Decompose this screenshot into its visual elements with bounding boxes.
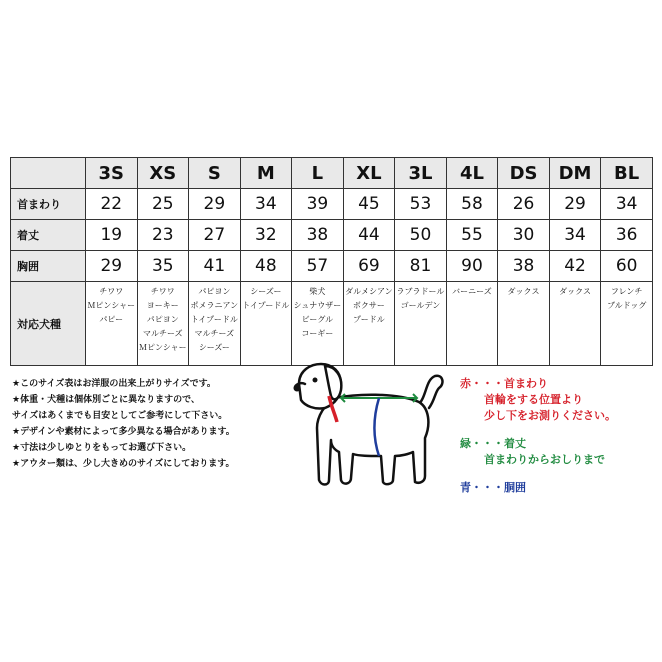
breed-name: シュナウザー: [293, 301, 342, 310]
note-line: ★寸法は少しゆとりをもってお選び下さい。: [12, 443, 192, 453]
legend-red-line: 少し下をお測りください。: [484, 409, 616, 422]
table-cell: 19: [86, 220, 138, 251]
table-cell: 60: [601, 251, 653, 282]
table-cell: 55: [446, 220, 498, 251]
legend-green-head: 緑・・・着丈: [460, 437, 526, 450]
table-cell: 36: [601, 220, 653, 251]
table-cell: 22: [86, 189, 138, 220]
table-cell: 25: [137, 189, 189, 220]
size-header-cell: DS: [498, 158, 550, 189]
note-line: ★このサイズ表はお洋服の出来上がりサイズです。: [12, 379, 216, 389]
breed-name: ダックス: [559, 287, 591, 296]
breed-name: パピヨン: [146, 315, 179, 324]
table-cell: 45: [343, 189, 395, 220]
breed-cell: [601, 282, 653, 366]
breed-name: シーズー: [250, 287, 282, 296]
header-corner-cell: [11, 158, 86, 189]
table-row-neck: [11, 189, 653, 220]
breed-name: ボクサー: [352, 301, 385, 310]
note-line: ★アウター類は、少し大きめのサイズにしております。: [12, 459, 235, 469]
table-cell: 38: [498, 251, 550, 282]
dog-icon: [285, 358, 465, 498]
size-header-row: [11, 158, 653, 189]
breed-name: フレンチ: [610, 287, 643, 296]
breed-name: 柴犬: [309, 287, 326, 296]
breed-name: Ｍピンシャー: [138, 343, 187, 352]
size-header-cell: BL: [601, 158, 653, 189]
table-cell: 34: [601, 189, 653, 220]
breed-name: シーズー: [198, 343, 230, 352]
size-header-cell: L: [292, 158, 344, 189]
table-cell: 81: [395, 251, 447, 282]
breed-name: チワワ: [150, 287, 175, 296]
table-cell: 42: [549, 251, 601, 282]
breed-cell: [549, 282, 601, 366]
size-header-cell: DM: [549, 158, 601, 189]
breed-cell: [189, 282, 241, 366]
table-cell: 48: [240, 251, 292, 282]
table-cell: 38: [292, 220, 344, 251]
breed-cell: [292, 282, 344, 366]
legend-red-head: 赤・・・首まわり: [460, 377, 548, 390]
breed-name: Ｍピンシャー: [87, 301, 136, 310]
breed-name: ラブラドール: [396, 287, 445, 296]
breed-cell: [395, 282, 447, 366]
table-cell: 58: [446, 189, 498, 220]
breed-name: トイプードル: [190, 315, 238, 324]
breed-cell: [240, 282, 292, 366]
measurement-legend: [460, 376, 655, 496]
note-line: ★体重・犬種は個体別ごとに異なりますので、: [12, 395, 200, 405]
table-cell: 29: [86, 251, 138, 282]
size-header-cell: M: [240, 158, 292, 189]
note-line: サイズはあくまでも目安としてご参考にして下さい。: [12, 411, 228, 421]
legend-red-line: 首輪をする位置より: [484, 393, 583, 406]
table-row-length: [11, 220, 653, 251]
breed-name: マルチーズ: [194, 329, 235, 338]
size-header-cell: 3L: [395, 158, 447, 189]
row-label: 対応犬種: [11, 282, 86, 366]
size-header-cell: 3S: [86, 158, 138, 189]
breed-name: パピー: [99, 315, 124, 324]
size-chart-table: [10, 157, 653, 366]
size-header-cell: XS: [137, 158, 189, 189]
table-cell: 27: [189, 220, 241, 251]
table-cell: 23: [137, 220, 189, 251]
table-cell: 69: [343, 251, 395, 282]
breed-name: ポメラニアン: [190, 301, 239, 310]
legend-blue-head: 青・・・胴囲: [460, 481, 526, 494]
table-cell: 26: [498, 189, 550, 220]
breed-name: ダルメシアン: [345, 287, 393, 296]
dog-measurement-illustration: [285, 358, 465, 498]
table-row-breeds: [11, 282, 653, 366]
table-cell: 30: [498, 220, 550, 251]
size-header-cell: S: [189, 158, 241, 189]
legend-green-line: 首まわりからおしりまで: [484, 453, 605, 466]
table-cell: 44: [343, 220, 395, 251]
row-label: 首まわり: [11, 189, 86, 220]
breed-cell: [343, 282, 395, 366]
breed-name: ダックス: [507, 287, 540, 296]
breed-name: ゴールデン: [400, 301, 441, 310]
breed-cell: [446, 282, 498, 366]
note-line: ★デザインや素材によって多少異なる場合があります。: [12, 427, 235, 437]
table-cell: 50: [395, 220, 447, 251]
breed-cell: [137, 282, 189, 366]
table-cell: 34: [240, 189, 292, 220]
table-cell: 90: [446, 251, 498, 282]
breed-name: トイプードル: [242, 301, 290, 310]
table-cell: 34: [549, 220, 601, 251]
breed-name: ブルドッグ: [606, 301, 647, 310]
breed-name: マルチーズ: [142, 329, 183, 338]
table-row-chest: [11, 251, 653, 282]
table-cell: 32: [240, 220, 292, 251]
breed-name: パピヨン: [198, 287, 231, 296]
table-cell: 29: [549, 189, 601, 220]
breed-name: バーニーズ: [452, 287, 492, 296]
breed-name: プードル: [353, 315, 385, 324]
table-cell: 39: [292, 189, 344, 220]
breed-name: チワワ: [99, 287, 124, 296]
size-header-cell: XL: [343, 158, 395, 189]
size-notes: [12, 376, 282, 472]
table-cell: 29: [189, 189, 241, 220]
table-cell: 41: [189, 251, 241, 282]
breed-name: ヨーキー: [146, 301, 179, 310]
breed-cell: [498, 282, 550, 366]
row-label: 着丈: [11, 220, 86, 251]
breed-name: コーギー: [301, 329, 334, 338]
table-cell: 35: [137, 251, 189, 282]
table-cell: 57: [292, 251, 344, 282]
breed-cell: [86, 282, 138, 366]
table-cell: 53: [395, 189, 447, 220]
row-label: 胸囲: [11, 251, 86, 282]
size-header-cell: 4L: [446, 158, 498, 189]
breed-name: ビーグル: [301, 315, 334, 324]
